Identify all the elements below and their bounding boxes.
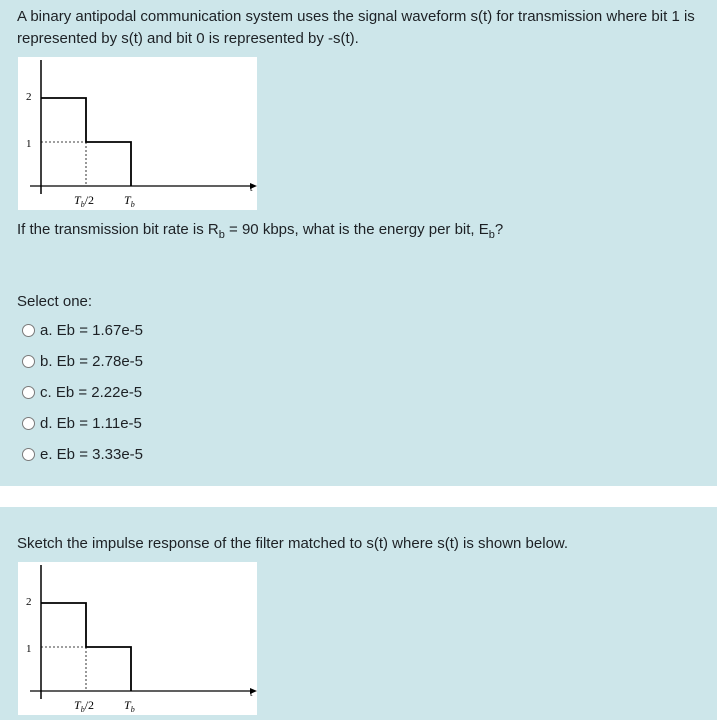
y-tick-1: 1 — [26, 643, 32, 655]
waveform-plot-2 — [18, 562, 257, 715]
x-tick-half-period: $T_b/2$ — [74, 193, 95, 209]
y-tick-2: 2 — [26, 596, 32, 608]
radio-a[interactable] — [22, 324, 35, 337]
waveform-plot — [18, 57, 257, 210]
y-tick-2: 2 — [26, 91, 32, 103]
y-tick-1: 1 — [26, 138, 32, 150]
bitrate-question: If the transmission bit rate is $R_b = 90$ kbps, what is the energy per bit, $E_b$? — [17, 221, 504, 241]
radio-b[interactable] — [22, 355, 35, 368]
option-a[interactable] — [22, 319, 143, 341]
x-tick-period: $T_b$ — [124, 193, 135, 209]
option-b-label: b. Eb = 2.78e-5 — [40, 352, 143, 370]
waveform-figure-1 — [18, 57, 257, 210]
option-e-label: e. Eb = 3.33e-5 — [40, 445, 143, 463]
option-c[interactable] — [22, 381, 142, 403]
question-2-card — [0, 507, 717, 720]
option-c-label: c. Eb = 2.22e-5 — [40, 383, 143, 401]
option-d-label: d. Eb = 1.11e-5 — [40, 414, 142, 432]
option-e[interactable] — [22, 443, 143, 465]
x-tick-half-period: $T_b/2$ — [74, 698, 95, 714]
question-1-prompt: A binary antipodal communication system uses the signal waveform s(t) for transmission where bit 1 is represented by s(t) and bit 0 is represented by -s(t). — [17, 8, 695, 47]
question-2-prompt: Sketch the impulse response of the filter matched to s(t) where s(t) is shown below. — [17, 535, 569, 552]
t-axis-label: t — [250, 183, 253, 194]
t-axis-label: t — [250, 688, 253, 699]
x-tick-period: $T_b$ — [124, 698, 135, 714]
waveform-figure-2 — [18, 562, 257, 715]
radio-d[interactable] — [22, 417, 35, 430]
radio-e[interactable] — [22, 448, 35, 461]
option-b[interactable] — [22, 350, 143, 372]
radio-c[interactable] — [22, 386, 35, 399]
option-d[interactable] — [22, 412, 142, 434]
select-one-label: Select one: — [17, 293, 93, 310]
option-a-label: a. Eb = 1.67e-5 — [40, 321, 143, 339]
